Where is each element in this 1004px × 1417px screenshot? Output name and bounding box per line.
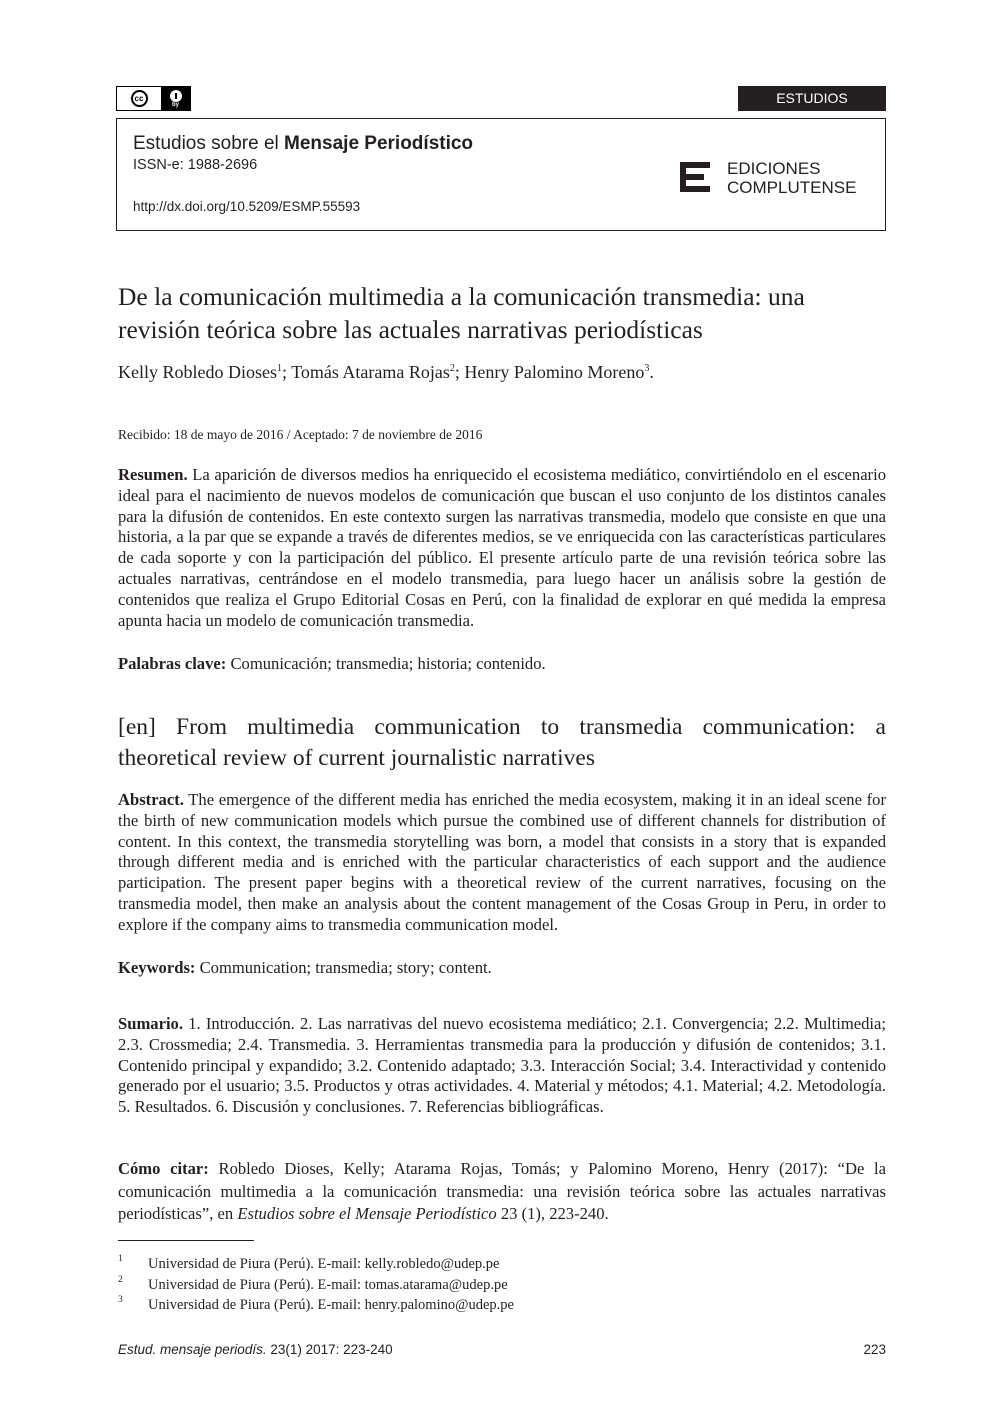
author-footnote-mark: 2 [449,363,455,374]
author-footnote-mark: 3 [644,363,650,374]
summary [118,1014,886,1118]
summary-text: 1. Introducción. 2. Las narrativas del nuevo ecosistema mediático; 2.1. Convergencia; 2.2. Multimedia; 2.3. Crossmedia; 2.4. Transmedia. 3. Herramientas transmedia para la producción y difusión de contenidos; 3.1. Contenido principal y expandido; 3.2. Contenido adaptado; 3.3. Interacción Social; 3.4. Interactividad y contenido generado por el usuario; 3.5. Productos y otras actividades. 4. Material y métodos; 4.1. Material; 4.2. Metodología. 5. Resultados. 6. Discusión y conclusiones. 7. Referencias bibliográficas. [118,1014,886,1117]
footnote-divider [118,1240,254,1241]
cite-journal: Estudios sobre el Mensaje Periodístico [237,1204,497,1223]
author-name: Kelly Robledo Dioses [118,362,277,382]
footnote-number: 2 [118,1275,123,1285]
article-title: De la comunicación multimedia a la comunicación transmedia: una revisión teórica sobre las actuales narrativas periodísticas [118,282,805,344]
issn: ISSN-e: 1988-2696 [133,157,258,173]
footnote-number: 1 [118,1254,123,1264]
keywords-en [118,958,492,978]
footnote-text: Universidad de Piura (Perú). E-mail: henry.palomino@udep.pe [148,1297,514,1313]
keywords-en-text: Communication; transmedia; story; content. [195,958,492,977]
cite-tail: 23 (1), 223-240. [496,1204,609,1223]
attribution-icon [170,90,182,102]
author-separator: . [649,362,654,382]
journal-name [133,133,473,155]
author-name: Henry Palomino Moreno [464,362,645,382]
footnote-text: Universidad de Piura (Perú). E-mail: kelly.robledo@udep.pe [148,1256,500,1272]
journal-name-plain: Estudios sobre el [133,133,285,154]
doi-link[interactable]: http://dx.doi.org/10.5209/ESMP.55593 [133,199,361,214]
abstract-es-label: Resumen. [118,465,188,484]
author-separator: ; [282,362,292,382]
cc-by-license-icon [116,86,191,111]
publisher-name [727,159,856,197]
section-badge: ESTUDIOS [738,86,886,111]
footer-journal-abbrev: Estud. mensaje periodís. [118,1342,267,1357]
abstract-es [118,465,886,631]
keywords-en-label: Keywords: [118,958,196,977]
article-title-en: [en] From multimedia communication to transmedia communication: a theoretical review of current journalistic narratives [118,714,886,771]
how-to-cite [118,1158,886,1226]
page-number: 223 [863,1342,886,1357]
cc-icon: cc [131,90,148,107]
journal-name-bold: Mensaje Periodístico [284,133,474,154]
received-date: Recibido: 18 de mayo de 2016 / Aceptado: 7 de noviembre de 2016 [118,427,483,442]
author-name: Tomás Atarama Rojas [291,362,450,382]
cite-text: Robledo Dioses, Kelly; Atarama Rojas, Tomás; y Palomino Moreno, Henry (2017): “De la comunicación multimedia a la comunicación transmedia: una revisión teórica sobre las actuales narrativas periodísticas”, en [118,1159,886,1223]
abstract-en-text: The emergence of the different media has enriched the media ecosystem, making it in an ideal scene for the birth of new communication models which pursue the combined use of different channels for distribution of content. In this context, the transmedia storytelling was born, a model that consists in a story that is expanded through different media and is enriched with the particular characteristics of each support and the audience participation. The present paper begins with a theoretical review of the current narratives, focusing on the transmedia model, then make an analysis about the content management of the Cosas Group in Peru, in order to explore if the company aims to transmedia communication model. [118,790,886,934]
footnote-number: 3 [118,1295,123,1305]
license-label: by [171,101,179,108]
author-list [118,362,886,383]
footer-citation [118,1342,393,1357]
abstract-en-label: Abstract. [118,790,184,809]
cite-label: Cómo citar: [118,1159,209,1178]
publisher-line-2: COMPLUTENSE [727,178,857,197]
author-separator: ; [454,362,465,382]
author-footnote-mark: 1 [277,363,282,374]
footnote-text: Universidad de Piura (Perú). E-mail: tomas.atarama@udep.pe [148,1277,508,1293]
summary-label: Sumario. [118,1014,183,1033]
keywords-es-text: Comunicación; transmedia; historia; contenido. [226,654,546,673]
abstract-es-text: La aparición de diversos medios ha enriquecido el ecosistema mediático, convirtiéndolo en el escenario ideal para el nacimiento de nuevos modelos de comunicación que buscan el uso conjunto de los distintos canales para la difusión de contenidos. En este contexto surgen las narrativas transmedia, modelo que consiste en que una historia, a la par que se expande a través de diferentes medios, se ve enriquecida con las características particulares de cada soporte y con la participación del público. El presente artículo parte de una revisión teórica sobre las actuales narrativas, centrándose en el modelo transmedia, para luego hacer un análisis sobre la gestión de contenidos que realiza el Grupo Editorial Cosas en Perú, con la finalidad de explorar en qué medida la empresa apunta hacia un modelo de comunicación transmedia. [118,465,886,630]
ediciones-complutense-logo-icon [677,159,713,195]
keywords-es [118,654,546,674]
footer-issue: 23(1) 2017: 223-240 [266,1342,393,1357]
keywords-es-label: Palabras clave: [118,654,227,673]
publisher-line-1: EDICIONES [727,159,821,178]
abstract-en [118,790,886,936]
journal-header-box [116,118,886,231]
